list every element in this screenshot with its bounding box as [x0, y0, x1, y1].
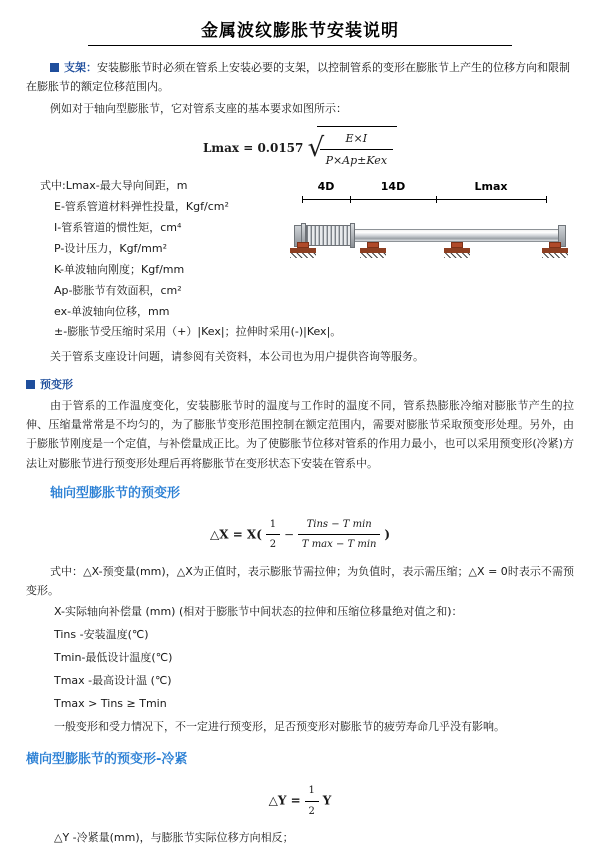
legend-item-3: P-设计压力，Kgf/mm²	[54, 241, 167, 255]
axial-note-7: 一般变形和受力情况下，不一定进行预变形，足否预变形对膨胀节的疲劳寿命几乎没有影响。	[54, 719, 505, 733]
subsection-axial-heading: 轴向型膨胀节的预变形	[50, 485, 181, 501]
axial-note-6: Tmax > Tins ≥ Tmin	[54, 696, 167, 710]
support-3	[444, 242, 470, 258]
formula-lmax-radical	[308, 126, 397, 171]
figure-axial-support-diagram	[284, 180, 574, 277]
formula-delta-x-rhs: )	[384, 527, 390, 542]
figure-dimension-ticks	[302, 196, 552, 203]
section-bracket-heading: 支架：安装膨胀节时必须在管系上安装必要的支架，以控制管系的变形在膨胀节上产生的位移方向和限制在膨胀节的额定位移范围内。	[26, 61, 570, 94]
axial-note-2: X-实际轴向补偿量 (mm) (相对于膨胀节中间状态的拉伸和压缩位移量绝对值之和)：	[54, 605, 463, 619]
axial-note-1: 式中：△X-预变量(mm)，△X为正值时，表示膨胀节需拉伸；为负值时，表示需压缩；△X = 0时表示不需预变形。	[26, 564, 574, 597]
support-2	[360, 242, 386, 258]
page-title: 金属波纹膨胀节安装说明	[201, 21, 399, 41]
formula-delta-y-lhs: △Y =	[268, 793, 301, 808]
formula-lmax-denominator: P×Ap±Kex	[325, 154, 388, 167]
formula-delta-y-rhs: Y	[322, 793, 332, 808]
legend-item-4: K-单波轴向刚度；Kgf/mm	[54, 262, 185, 276]
formula-delta-x	[26, 516, 574, 554]
formula-delta-x-half: $\frac{1}{2}$	[266, 516, 280, 554]
blue-square-bullet-icon-2	[26, 380, 35, 389]
legend-item-7: ±-膨胀节受压缩时采用（+）|Kex|；拉伸时采用(-)|Kex|。	[54, 325, 342, 339]
formula-delta-x-minus: −	[283, 527, 295, 542]
subsection-lateral-heading: 横向型膨胀节的预变形-冷紧	[26, 752, 188, 768]
support-4	[542, 242, 568, 258]
bellows-cap-right	[350, 223, 355, 248]
section-predeform-para1: 由于管系的工作温度变化，安装膨胀节时的温度与工作时的温度不同，管系热膨胀冷缩对膨胀节产生的拉伸、压缩量常常是不均匀的，为了膨胀节变形范围控制在额定范围内，需要对膨胀节采取预变形处理。另外，由于膨胀节刚度是一个定值，与补偿量成正比。为了使膨胀节位移对管系的作用力最小，也可以采用预变形(冷紧)方法让对膨胀节进行预变形处理后再将膨胀节在变形状态下安装在管系中。	[26, 398, 574, 470]
legend-item-2: I-管系管道的惯性矩，cm⁴	[54, 221, 182, 235]
support-1	[290, 242, 316, 258]
legend-item-5: Ap-膨胀节有效面积，cm²	[54, 283, 182, 297]
formula-delta-x-ratio: $\frac{\text{Tins − T min}}{\text{T max − T min}}$	[298, 516, 381, 554]
formula-lmax-label: Lmax = 0.0157	[202, 140, 304, 155]
axial-note-5: Tmax -最高设计温 (℃)	[54, 673, 172, 687]
figure-label-4d: 4D	[317, 180, 335, 193]
section-bracket-para2: 例如对于轴向型膨胀节，它对管系支座的基本要求如图所示：	[50, 101, 347, 115]
formula-lmax-numerator: E×I	[320, 129, 393, 150]
section-bracket-para1: 安装膨胀节时必须在管系上安装必要的支架，以控制管系的变形在膨胀节上产生的位移方向和限制在膨胀节的额定位移范围内。	[26, 61, 570, 94]
blue-square-bullet-icon	[50, 63, 59, 72]
figure-label-14d: 14D	[380, 180, 406, 193]
title-divider	[88, 45, 512, 46]
document-content	[0, 58, 600, 849]
axial-note-3: Tins -安装温度(℃)	[54, 628, 149, 642]
axial-note-4: Tmin-最低设计温度(℃)	[54, 650, 173, 664]
formula-delta-x-lhs: △X = X(	[209, 527, 262, 542]
document-page	[0, 16, 600, 845]
formula-delta-y	[26, 782, 574, 820]
figure-labels	[284, 180, 574, 196]
legend-item-1: E-管系管道材料弹性投量，Kgf/cm²	[54, 200, 229, 214]
radical-sign-icon: √	[307, 133, 325, 163]
legend-item-6: ex-单波轴向位移，mm	[54, 304, 170, 318]
section-bracket-tail: 关于管系支座设计问题，请参阅有关资料，本公司也为用户提供咨询等服务。	[50, 350, 424, 364]
figure-pipe-assembly	[284, 203, 574, 277]
formula-delta-y-half: $\frac{1}{2}$	[305, 782, 319, 820]
legend-item-0: 式中:Lmax-最大导向间距，m	[40, 179, 188, 193]
figure-label-lmax: Lmax	[474, 180, 508, 193]
formula-lmax	[26, 126, 574, 171]
lateral-note-1: △Y -冷紧量(mm)，与膨胀节实际位移方向相反；	[54, 831, 294, 845]
section-predeform-heading: 预变形	[26, 375, 574, 394]
